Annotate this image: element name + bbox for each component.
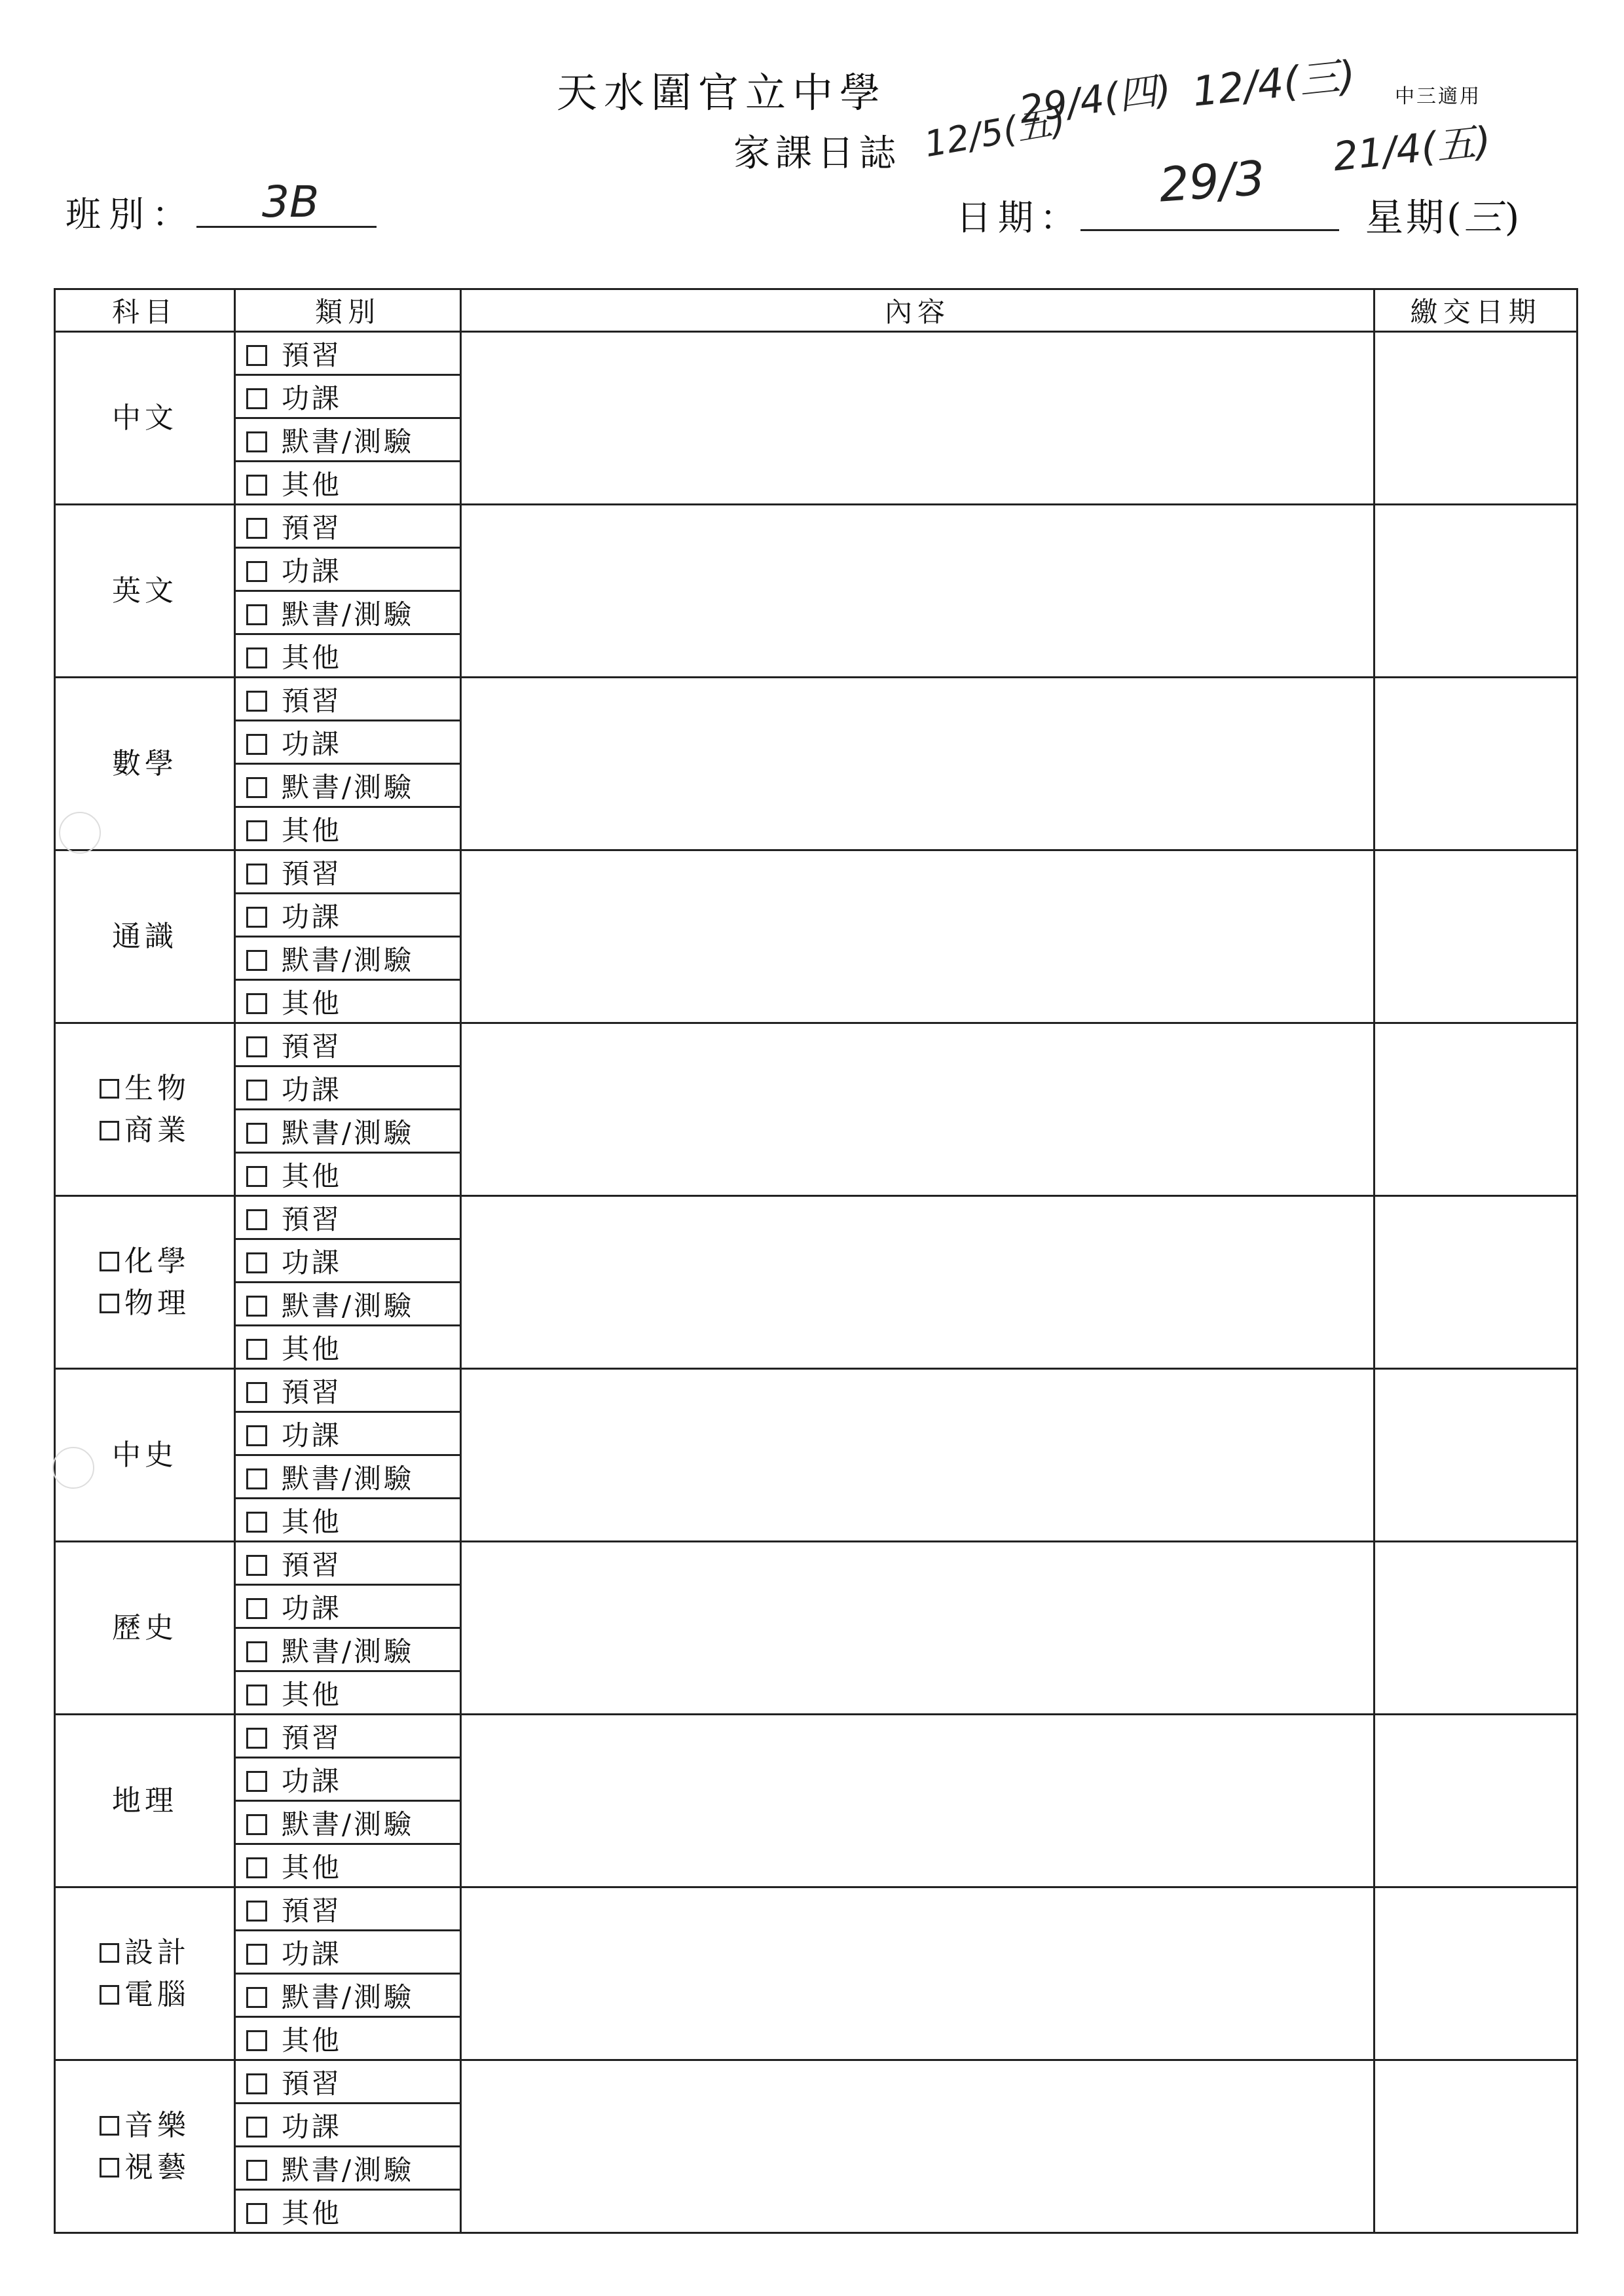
category-cell[interactable] xyxy=(235,1715,461,1758)
category-label: 功課 xyxy=(282,1419,342,1451)
category-checkbox[interactable] xyxy=(246,1166,267,1187)
table-row xyxy=(55,850,1578,894)
subject-label: 商業 xyxy=(124,1113,190,1147)
content-cell[interactable] xyxy=(461,505,1375,678)
homework-table xyxy=(54,288,1578,2234)
due-date-cell[interactable] xyxy=(1375,1023,1578,1196)
scan-mark xyxy=(52,1447,94,1489)
category-checkbox[interactable] xyxy=(246,691,267,712)
category-cell[interactable] xyxy=(235,505,461,548)
weekday-field xyxy=(1365,187,1522,242)
category-cell[interactable] xyxy=(235,721,461,764)
subject-option[interactable] xyxy=(56,1932,234,1974)
subject-checkbox[interactable] xyxy=(100,2158,119,2178)
subject-option[interactable] xyxy=(56,1068,234,1110)
due-date-cell[interactable] xyxy=(1375,1196,1578,1369)
category-cell[interactable] xyxy=(235,591,461,634)
subject-option[interactable] xyxy=(56,2147,234,2189)
category-label: 默書/測驗 xyxy=(282,1635,415,1667)
category-cell[interactable] xyxy=(235,937,461,980)
category-cell[interactable] xyxy=(235,548,461,591)
category-label: 預習 xyxy=(282,338,342,371)
content-cell[interactable] xyxy=(461,1715,1375,1887)
category-checkbox[interactable] xyxy=(246,561,267,582)
due-date-cell[interactable] xyxy=(1375,1542,1578,1715)
category-cell[interactable] xyxy=(235,1844,461,1887)
category-label: 其他 xyxy=(282,1505,342,1538)
subject-cell xyxy=(55,505,235,678)
category-checkbox[interactable] xyxy=(246,1685,267,1705)
class-label: 班別： xyxy=(65,194,195,235)
category-checkbox[interactable] xyxy=(246,2030,267,2051)
subject-option xyxy=(56,1607,234,1649)
subject-label: 英文 xyxy=(112,574,177,608)
category-cell[interactable] xyxy=(235,1628,461,1671)
category-label: 功課 xyxy=(282,1592,342,1624)
date-value[interactable]: 29/3 xyxy=(1157,150,1267,213)
subject-cell xyxy=(55,1023,235,1196)
category-label: 默書/測驗 xyxy=(282,425,415,458)
school-name: 天水圍官立中學 xyxy=(557,69,887,117)
category-cell[interactable] xyxy=(235,1455,461,1499)
category-cell[interactable] xyxy=(235,807,461,850)
category-cell[interactable] xyxy=(235,1369,461,1412)
category-label: 預習 xyxy=(282,2067,342,2100)
category-label: 默書/測驗 xyxy=(282,943,415,976)
due-date-cell[interactable] xyxy=(1375,1887,1578,2060)
grade-note: 中三適用 xyxy=(1395,85,1481,108)
category-label: 其他 xyxy=(282,2024,342,2056)
category-label: 其他 xyxy=(282,468,342,501)
category-cell[interactable] xyxy=(235,1239,461,1283)
category-checkbox[interactable] xyxy=(246,388,267,409)
category-cell[interactable] xyxy=(235,894,461,937)
category-checkbox[interactable] xyxy=(246,1901,267,1922)
category-checkbox[interactable] xyxy=(246,1468,267,1489)
category-cell[interactable] xyxy=(235,418,461,462)
category-checkbox[interactable] xyxy=(246,1036,267,1057)
due-date-cell[interactable] xyxy=(1375,2060,1578,2233)
subject-label: 音樂 xyxy=(124,2108,190,2142)
category-label: 默書/測驗 xyxy=(282,598,415,630)
subject-checkbox[interactable] xyxy=(100,1252,119,1271)
category-checkbox[interactable] xyxy=(246,993,267,1014)
category-label: 預習 xyxy=(282,511,342,544)
subject-cell xyxy=(55,1887,235,2060)
category-label: 功課 xyxy=(282,1937,342,1970)
subject-cell xyxy=(55,2060,235,2233)
content-cell[interactable] xyxy=(461,1542,1375,1715)
category-label: 功課 xyxy=(282,1246,342,1279)
category-label: 默書/測驗 xyxy=(282,2153,415,2186)
table-row xyxy=(55,1887,1578,1931)
subject-label: 歷史 xyxy=(112,1611,177,1645)
category-cell[interactable] xyxy=(235,332,461,375)
category-checkbox[interactable] xyxy=(246,820,267,841)
category-cell[interactable] xyxy=(235,462,461,505)
table-header-row xyxy=(55,289,1578,332)
subject-option[interactable] xyxy=(56,1283,234,1324)
table-row xyxy=(55,1369,1578,1412)
header-category: 類別 xyxy=(235,289,461,332)
category-checkbox[interactable] xyxy=(246,1728,267,1749)
category-checkbox[interactable] xyxy=(246,2117,267,2138)
category-label: 其他 xyxy=(282,814,342,847)
subject-cell xyxy=(55,850,235,1023)
category-label: 功課 xyxy=(282,727,342,760)
subject-cell xyxy=(55,332,235,505)
category-label: 預習 xyxy=(282,1376,342,1408)
category-cell[interactable] xyxy=(235,375,461,418)
subject-cell xyxy=(55,1715,235,1887)
category-checkbox[interactable] xyxy=(246,1771,267,1792)
content-cell[interactable] xyxy=(461,1887,1375,2060)
table-row xyxy=(55,1715,1578,1758)
category-cell[interactable] xyxy=(235,764,461,807)
due-date-cell[interactable] xyxy=(1375,332,1578,505)
category-cell[interactable] xyxy=(235,1153,461,1196)
subject-label: 化學 xyxy=(124,1244,190,1278)
category-label: 其他 xyxy=(282,1332,342,1365)
category-cell[interactable] xyxy=(235,1801,461,1844)
category-label: 功課 xyxy=(282,555,342,587)
content-cell[interactable] xyxy=(461,332,1375,505)
category-label: 預習 xyxy=(282,1203,342,1235)
handwritten-date-3: 21/4(五) xyxy=(1331,118,1494,181)
category-checkbox[interactable] xyxy=(246,1252,267,1273)
category-checkbox[interactable] xyxy=(246,2160,267,2181)
category-cell[interactable] xyxy=(235,1974,461,2017)
table-row xyxy=(55,1023,1578,1066)
category-cell[interactable] xyxy=(235,1887,461,1931)
category-cell[interactable] xyxy=(235,1110,461,1153)
category-checkbox[interactable] xyxy=(246,604,267,625)
subject-option[interactable] xyxy=(56,1241,234,1283)
category-checkbox[interactable] xyxy=(246,1296,267,1317)
content-cell[interactable] xyxy=(461,2060,1375,2233)
subject-label: 生物 xyxy=(124,1071,190,1105)
category-label: 預習 xyxy=(282,684,342,717)
table-row xyxy=(55,2060,1578,2104)
table-row xyxy=(55,332,1578,375)
category-cell[interactable] xyxy=(235,1283,461,1326)
category-checkbox[interactable] xyxy=(246,1641,267,1662)
category-cell[interactable] xyxy=(235,2017,461,2060)
category-label: 默書/測驗 xyxy=(282,771,415,803)
category-checkbox[interactable] xyxy=(246,864,267,884)
subject-checkbox[interactable] xyxy=(100,1943,119,1963)
subject-cell xyxy=(55,1196,235,1369)
header-content: 內容 xyxy=(461,289,1375,332)
weekday-close: ) xyxy=(1504,195,1522,240)
category-label: 預習 xyxy=(282,1030,342,1063)
subject-option xyxy=(56,1780,234,1822)
category-checkbox[interactable] xyxy=(246,1814,267,1835)
category-checkbox[interactable] xyxy=(246,1987,267,2008)
subject-checkbox[interactable] xyxy=(100,1985,119,2005)
category-label: 其他 xyxy=(282,1159,342,1192)
category-label: 功課 xyxy=(282,1073,342,1106)
category-cell[interactable] xyxy=(235,1542,461,1585)
date-field-line xyxy=(1080,229,1339,231)
subject-label: 數學 xyxy=(112,746,177,780)
category-cell[interactable] xyxy=(235,1931,461,1974)
subject-option xyxy=(56,743,234,785)
category-checkbox[interactable] xyxy=(246,1123,267,1144)
category-checkbox[interactable] xyxy=(246,950,267,971)
subject-label: 電腦 xyxy=(124,1977,190,2011)
subject-label: 中文 xyxy=(112,401,177,435)
category-cell[interactable] xyxy=(235,980,461,1023)
category-cell[interactable] xyxy=(235,634,461,678)
category-cell[interactable] xyxy=(235,1585,461,1628)
header-due-date: 繳交日期 xyxy=(1375,289,1578,332)
category-checkbox[interactable] xyxy=(246,907,267,928)
category-label: 其他 xyxy=(282,641,342,674)
subject-option[interactable] xyxy=(56,1110,234,1152)
category-checkbox[interactable] xyxy=(246,2073,267,2094)
category-checkbox[interactable] xyxy=(246,1339,267,1360)
category-label: 默書/測驗 xyxy=(282,1808,415,1840)
due-date-cell[interactable] xyxy=(1375,1369,1578,1542)
category-cell[interactable] xyxy=(235,678,461,721)
handwritten-date-4: 12/5(五) xyxy=(921,100,1069,166)
weekday-value[interactable]: 三 xyxy=(1464,195,1505,240)
category-cell[interactable] xyxy=(235,2190,461,2233)
category-checkbox[interactable] xyxy=(246,1598,267,1619)
category-cell[interactable] xyxy=(235,850,461,894)
category-cell[interactable] xyxy=(235,2104,461,2147)
category-cell[interactable] xyxy=(235,2147,461,2190)
content-cell[interactable] xyxy=(461,1369,1375,1542)
due-date-cell[interactable] xyxy=(1375,678,1578,850)
subject-option xyxy=(56,916,234,958)
date-label: 日期： xyxy=(956,197,1082,238)
subject-checkbox[interactable] xyxy=(100,1079,119,1099)
subject-label: 設計 xyxy=(124,1935,190,1969)
class-value[interactable]: 3B xyxy=(262,177,320,227)
category-label: 默書/測驗 xyxy=(282,1116,415,1149)
subject-option xyxy=(56,397,234,439)
subject-label: 中史 xyxy=(112,1438,177,1472)
content-cell[interactable] xyxy=(461,678,1375,850)
category-label: 功課 xyxy=(282,900,342,933)
category-label: 預習 xyxy=(282,1548,342,1581)
category-label: 其他 xyxy=(282,1678,342,1711)
subject-label: 視藝 xyxy=(124,2150,190,2184)
category-label: 預習 xyxy=(282,1894,342,1927)
category-label: 默書/測驗 xyxy=(282,1980,415,2013)
scan-mark xyxy=(59,812,101,854)
category-label: 功課 xyxy=(282,382,342,414)
handwritten-date-1: 29/4(四) xyxy=(1016,67,1174,132)
category-label: 預習 xyxy=(282,857,342,890)
category-cell[interactable] xyxy=(235,1196,461,1239)
subject-option[interactable] xyxy=(56,2105,234,2147)
subject-cell xyxy=(55,1542,235,1715)
category-checkbox[interactable] xyxy=(246,734,267,755)
category-checkbox[interactable] xyxy=(246,1857,267,1878)
subject-label: 物理 xyxy=(124,1286,190,1320)
table-row xyxy=(55,678,1578,721)
content-cell[interactable] xyxy=(461,850,1375,1023)
category-checkbox[interactable] xyxy=(246,647,267,668)
category-cell[interactable] xyxy=(235,1326,461,1369)
category-cell[interactable] xyxy=(235,1023,461,1066)
content-cell[interactable] xyxy=(461,1023,1375,1196)
category-checkbox[interactable] xyxy=(246,1382,267,1403)
category-checkbox[interactable] xyxy=(246,2203,267,2224)
category-label: 其他 xyxy=(282,987,342,1019)
category-checkbox[interactable] xyxy=(246,345,267,366)
subject-option xyxy=(56,570,234,612)
header-subject: 科目 xyxy=(55,289,235,332)
category-checkbox[interactable] xyxy=(246,1209,267,1230)
table-row xyxy=(55,1196,1578,1239)
due-date-cell[interactable] xyxy=(1375,850,1578,1023)
category-label: 其他 xyxy=(282,2196,342,2229)
category-cell[interactable] xyxy=(235,1412,461,1455)
table-row xyxy=(55,1542,1578,1585)
category-checkbox[interactable] xyxy=(246,1555,267,1576)
category-checkbox[interactable] xyxy=(246,777,267,798)
category-cell[interactable] xyxy=(235,2060,461,2104)
category-cell[interactable] xyxy=(235,1671,461,1715)
category-checkbox[interactable] xyxy=(246,1512,267,1533)
content-cell[interactable] xyxy=(461,1196,1375,1369)
category-label: 預習 xyxy=(282,1721,342,1754)
category-label: 功課 xyxy=(282,1764,342,1797)
category-cell[interactable] xyxy=(235,1499,461,1542)
document-title: 家課日誌 xyxy=(733,132,901,175)
category-checkbox[interactable] xyxy=(246,1944,267,1965)
category-checkbox[interactable] xyxy=(246,1425,267,1446)
category-checkbox[interactable] xyxy=(246,431,267,452)
category-cell[interactable] xyxy=(235,1758,461,1801)
category-label: 默書/測驗 xyxy=(282,1289,415,1322)
category-label: 默書/測驗 xyxy=(282,1462,415,1495)
category-checkbox[interactable] xyxy=(246,475,267,496)
due-date-cell[interactable] xyxy=(1375,505,1578,678)
subject-label: 通識 xyxy=(112,919,177,953)
subject-checkbox[interactable] xyxy=(100,1294,119,1313)
subject-checkbox[interactable] xyxy=(100,2116,119,2136)
subject-label: 地理 xyxy=(112,1783,177,1817)
subject-checkbox[interactable] xyxy=(100,1121,119,1140)
category-checkbox[interactable] xyxy=(246,1080,267,1101)
table-row xyxy=(55,505,1578,548)
category-label: 其他 xyxy=(282,1851,342,1884)
category-cell[interactable] xyxy=(235,1066,461,1110)
category-label: 功課 xyxy=(282,2110,342,2143)
subject-option[interactable] xyxy=(56,1974,234,2016)
handwritten-date-2: 12/4(三) xyxy=(1190,51,1358,116)
weekday-label: 星期( xyxy=(1365,195,1464,240)
category-checkbox[interactable] xyxy=(246,518,267,539)
due-date-cell[interactable] xyxy=(1375,1715,1578,1887)
